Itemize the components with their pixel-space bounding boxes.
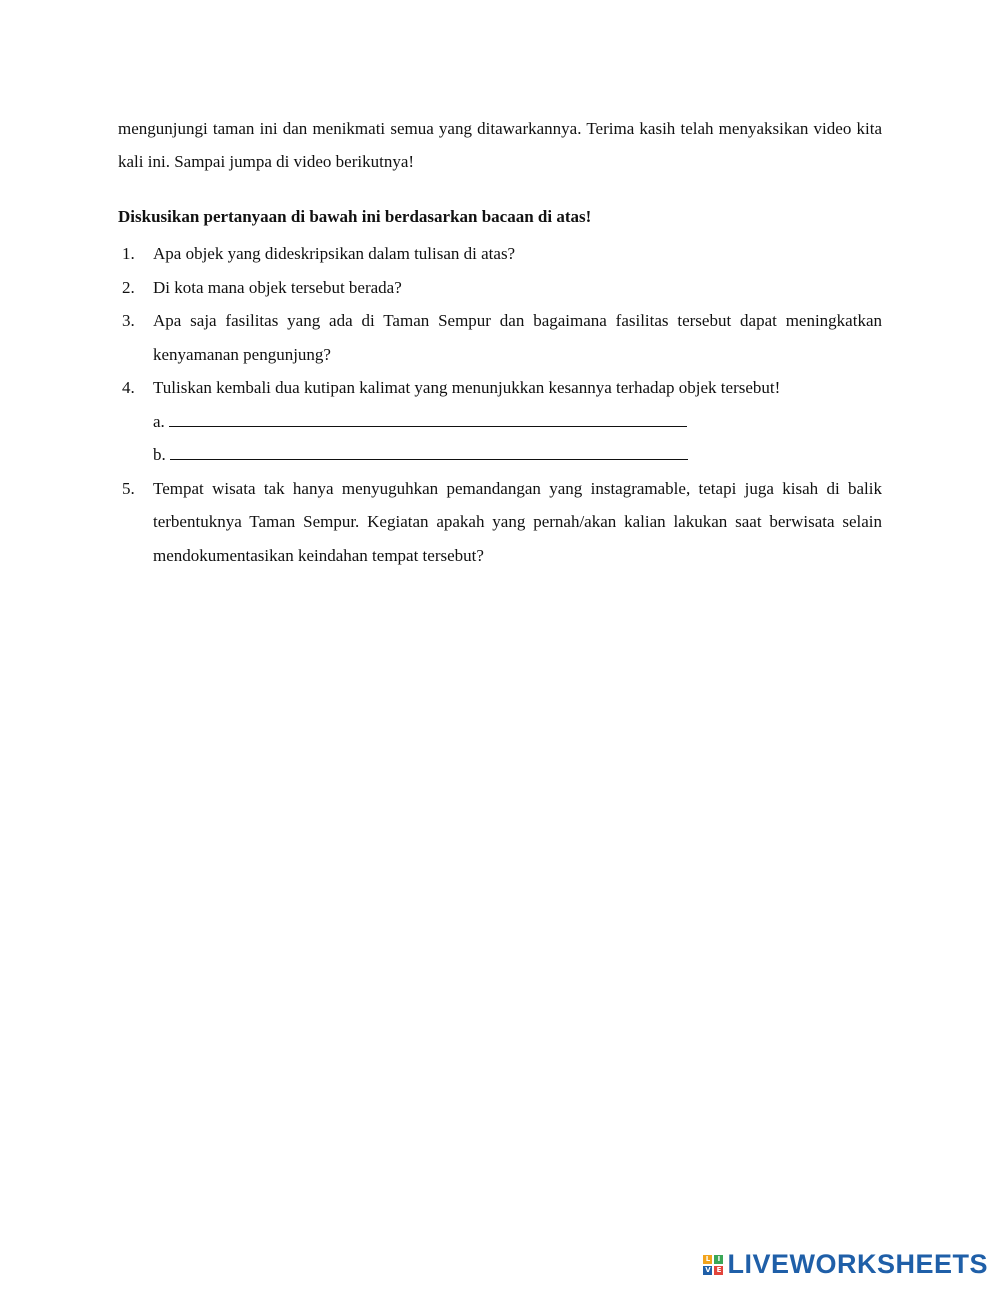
question-text: Di kota mana objek tersebut berada? [153, 277, 402, 297]
answer-line-a [153, 405, 882, 439]
intro-paragraph: mengunjungi taman ini dan menikmati semua yang ditawarkannya. Terima kasih telah menyaksikan video kita kali ini. Sampai jumpa di video berikutnya! [118, 119, 882, 171]
answer-blank-a[interactable] [169, 412, 687, 427]
logo-mark-cell: I [714, 1255, 723, 1264]
question-number: 2. [122, 277, 135, 297]
worksheet-page [118, 112, 882, 572]
question-item [118, 304, 882, 371]
answer-line-b [153, 438, 882, 472]
question-number: 4. [122, 378, 135, 397]
question-number: 1. [122, 244, 135, 263]
question-text: Tuliskan kembali dua kutipan kalimat yang menunjukkan kesannya terhadap objek tersebut! [153, 378, 781, 397]
question-list [118, 237, 882, 572]
logo-text: LIVEWORKSHEETS [727, 1249, 988, 1279]
question-item [118, 371, 882, 472]
discussion-heading: Diskusikan pertanyaan di bawah ini berdasarkan bacaan di atas! [118, 207, 592, 226]
answer-label: a. [153, 411, 165, 431]
liveworksheets-logo [703, 1249, 988, 1280]
question-item [118, 472, 882, 573]
question-number: 5. [122, 478, 135, 498]
question-item [118, 271, 882, 305]
question-text: Apa objek yang dideskripsikan dalam tulisan di atas? [153, 244, 516, 263]
answer-blank-b[interactable] [170, 445, 688, 460]
logo-mark-cell: L [703, 1255, 712, 1264]
question-number: 3. [122, 311, 135, 330]
answer-label: b. [153, 445, 166, 464]
question-item [118, 237, 882, 271]
question-text: Apa saja fasilitas yang ada di Taman Sempur dan bagaimana fasilitas tersebut dapat meningkatkan kenyamanan pengunjung? [153, 311, 882, 364]
logo-mark-cell: V [705, 1265, 711, 1274]
logo-mark-icon [703, 1255, 723, 1275]
logo-mark-cell: E [714, 1266, 723, 1275]
question-text: Tempat wisata tak hanya menyuguhkan pemandangan yang instagramable, tetapi juga kisah di balik terbentuknya Taman Sempur. Kegiatan apakah yang pernah/akan kalian lakukan saat berwisata selain mendokumentasikan keindahan tempat tersebut? [153, 478, 882, 565]
